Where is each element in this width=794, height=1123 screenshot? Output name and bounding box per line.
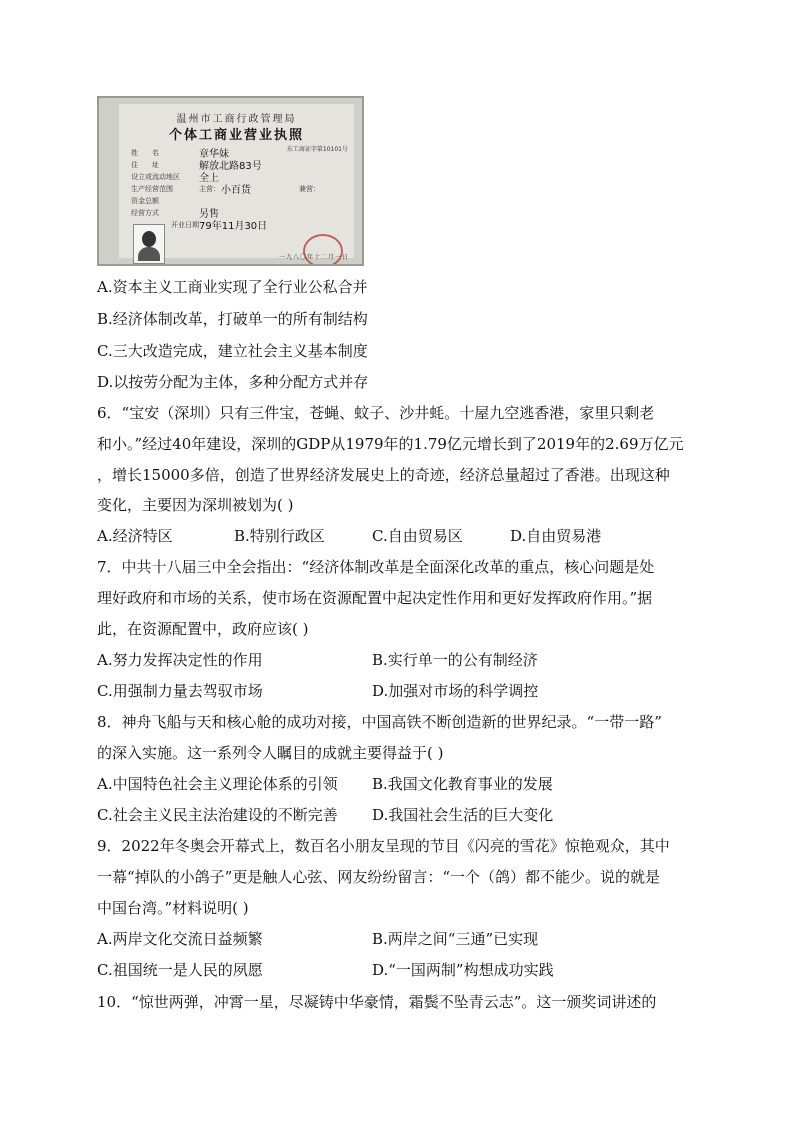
q6-option-c: C.自由贸易区	[372, 527, 463, 545]
q6-option-b: B.特别行政区	[234, 527, 325, 545]
license-field-label: 设立或流动地区	[131, 173, 180, 181]
q7-stem-line: 7．中共十八届三中全会指出：“经济体制改革是全面深化改革的重点，核心问题是处	[97, 558, 655, 576]
q6-option-d: D.自由贸易港	[510, 527, 602, 545]
license-field-value: 另售	[199, 209, 219, 220]
license-title: 个体工商业营业执照	[168, 128, 304, 143]
q9-stem-line: 一幕“掉队的小鸽子”更是触人心弦、网友纷纷留言：“一个（鸽）都不能少。说的就是	[97, 868, 661, 886]
business-license-photo	[97, 96, 364, 266]
license-field-label: 住 址	[131, 161, 159, 169]
license-side-label: 兼营：	[299, 185, 320, 193]
q8-option-c: C.社会主义民主法治建设的不断完善	[97, 806, 338, 824]
official-seal-stamp	[303, 234, 343, 266]
q9-option-a: A.两岸文化交流日益频繁	[97, 930, 263, 948]
license-field-label: 姓 名	[131, 149, 159, 157]
q7-option-a: A.努力发挥决定性的作用	[97, 651, 263, 669]
q7-option-d: D.加强对市场的科学调控	[372, 682, 539, 700]
license-main-label: 主营：	[199, 185, 220, 193]
q9-option-d: D.“一国两制”构想成功实践	[372, 961, 554, 979]
q6-option-a: A.经济特区	[97, 527, 173, 545]
q5-option-d: D.以按劳分配为主体，多种分配方式并存	[97, 373, 369, 391]
q8-stem-line: 8．神舟飞船与天和核心舱的成功对接，中国高铁不断创造新的世界纪录。“一带一路”	[97, 713, 662, 731]
q6-stem-line: 6．“宝安（深圳）只有三件宝，苍蝇、蚊子、沙井蚝。十屋九空逃香港，家里只剩老	[97, 404, 655, 422]
license-paper	[119, 104, 354, 261]
license-field-label: 经营方式	[131, 209, 159, 217]
license-field-value: 79年11月30日	[199, 221, 268, 232]
q8-option-a: A.中国特色社会主义理论体系的引领	[97, 775, 338, 793]
q10-stem-line: 10．“惊世两弹，冲霄一星，尽凝铸中华豪情，霜鬓不坠青云志”。这一颁奖词讲述的	[97, 993, 657, 1011]
q7-stem-line: 理好政府和市场的关系，使市场在资源配置中起决定性作用和更好发挥政府作用。”据	[97, 589, 653, 607]
q5-option-b: B.经济体制改革，打破单一的所有制结构	[97, 310, 368, 328]
license-field-value: 章华妹	[199, 149, 229, 160]
q5-option-a: A.资本主义工商业实现了全行业公私合并	[97, 278, 368, 296]
q9-option-b: B.两岸之间“三通”已实现	[372, 930, 539, 948]
license-field-value: 小百货	[221, 185, 251, 196]
q8-stem-line: 的深入实施。这一系列令人瞩目的成就主要得益于( )	[97, 744, 444, 762]
q9-option-c: C.祖国统一是人民的夙愿	[97, 961, 263, 979]
q7-option-b: B.实行单一的公有制经济	[372, 651, 538, 669]
q8-option-b: B.我国文化教育事业的发展	[372, 775, 553, 793]
portrait-photo	[133, 224, 165, 264]
q6-stem-line: ，增长15000多倍，创造了世界经济发展史上的奇迹，经济总量超过了香港。出现这种	[97, 466, 670, 484]
q5-option-c: C.三大改造完成，建立社会主义基本制度	[97, 342, 368, 360]
q7-option-c: C.用强制力量去驾驭市场	[97, 682, 263, 700]
q8-option-d: D.我国社会生活的巨大变化	[372, 806, 554, 824]
q6-stem-line: 和小。”经过40年建设，深圳的GDP从1979年的1.79亿元增长到了2019年的2.69万亿元	[97, 435, 684, 453]
q7-stem-line: 此，在资源配置中，政府应该( )	[97, 620, 309, 638]
license-field-value: 全上	[199, 173, 219, 184]
license-bureau: 温州市工商行政管理局	[176, 114, 297, 125]
license-reg-no: 东工商证字第10101号	[286, 146, 348, 153]
license-field-label: 资金总额	[131, 197, 159, 205]
license-field-label: 开业日期	[171, 221, 199, 229]
license-issue-date: 一九八〇年十二月一日	[279, 254, 350, 261]
q9-stem-line: 9．2022年冬奥会开幕式上，数百名小朋友呈现的节目《闪亮的雪花》惊艳观众，其中	[97, 837, 670, 855]
license-field-label: 生产经营范围	[131, 185, 173, 193]
license-field-value: 解放北路83号	[199, 161, 262, 172]
q9-stem-line: 中国台湾。”材料说明( )	[97, 899, 249, 917]
q6-stem-line: 变化，主要因为深圳被划为( )	[97, 496, 294, 514]
